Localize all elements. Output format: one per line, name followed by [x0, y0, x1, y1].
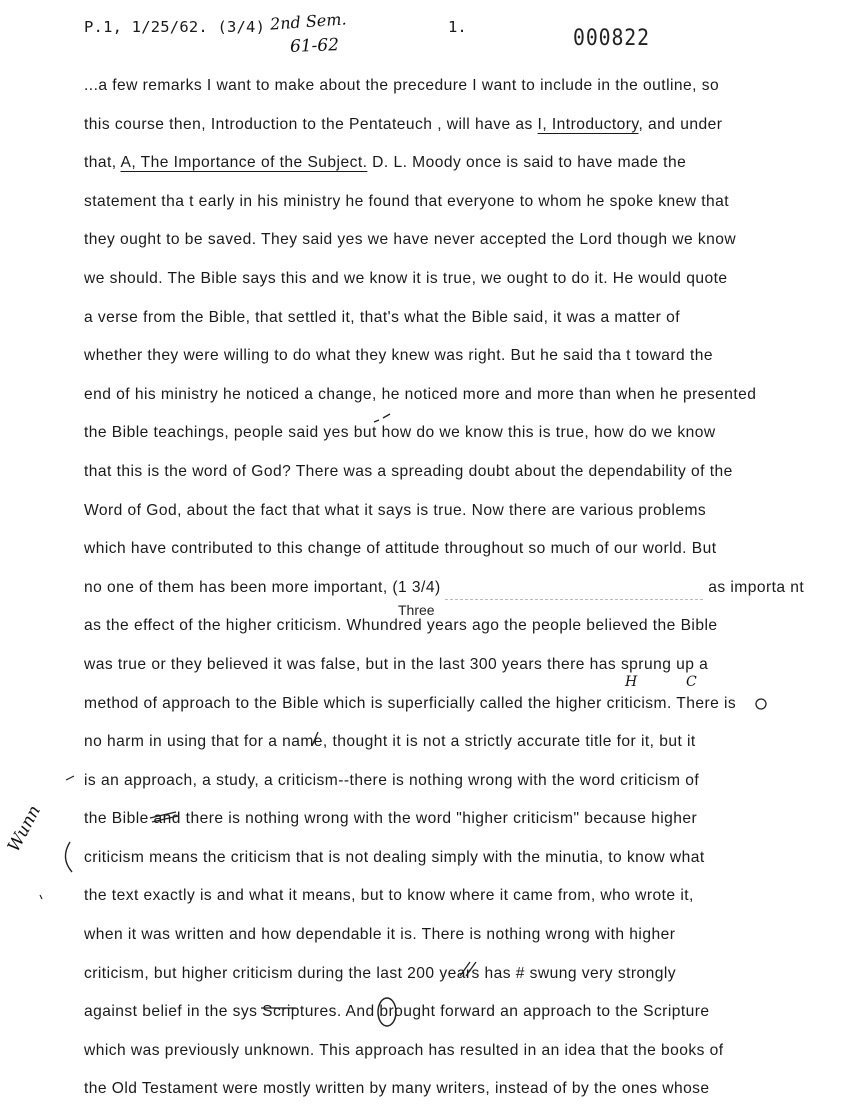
handwritten-year: 61-62 [289, 35, 340, 57]
margin-dot-mark [40, 895, 42, 899]
page-number: 1. [448, 18, 467, 36]
text-line-23: when it was written and how dependable it is. There is nothing wrong with higher [84, 926, 676, 944]
handwritten-semester: 2nd Sem. [269, 9, 348, 34]
text-line-20: the Bible and there is nothing wrong with the word "higher criticism" because higher [84, 810, 698, 828]
handwritten-c: C [686, 674, 697, 690]
text-line-3-start: that, [84, 154, 121, 172]
margin-tick-mark [66, 776, 74, 780]
text-line-16: was true or they believed it was false, but in the last 300 years there has sprung up a [84, 655, 709, 673]
text-line-18: no harm in using that for a name, thought it is not a strictly accurate title for it, but it [84, 733, 696, 751]
handwritten-margin-note: Wunn [4, 802, 45, 856]
text-line-1: ...a few remarks I want to make about the precedure I want to include in the outline, so [84, 77, 720, 94]
text-line-10: the Bible teachings, people said yes but how do we know this is true, how do we know [84, 424, 716, 442]
text-line-11: that this is the word of God? There was a spreading doubt about the dependability of the [84, 462, 733, 480]
blank-gap [445, 585, 703, 600]
text-line-27: the Old Testament were mostly written by many writers, instead of by the ones whose [84, 1080, 710, 1098]
text-line-14-start: no one of them has been more important, (1 3/4) [84, 578, 441, 596]
margin-bracket-mark [65, 842, 72, 872]
header-reference: P.1, 1/25/62. (3/4) [84, 18, 266, 36]
text-line-5: they ought to be saved. They said yes we have never accepted the Lord though we know [84, 231, 737, 249]
text-line-6: we should. The Bible says this and we know it is true, we ought to do it. He would quote [84, 269, 728, 287]
text-line-21: criticism means the criticism that is not dealing simply with the minutia, to know what [84, 848, 705, 866]
text-line-13: which have contributed to this change of attitude throughout so much of our world. But [84, 540, 717, 558]
text-line-22: the text exactly is and what it means, but to know where it came from, who wrote it, [84, 887, 694, 905]
text-line-14 [84, 576, 844, 615]
text-line-3-end: D. L. Moody once is said to have made the [367, 154, 687, 172]
text-line-15: as the effect of the higher criticism. Whundred years ago the people believed the Bible [84, 617, 718, 635]
text-line-14-end: as importa nt [708, 578, 805, 596]
outline-heading-importance: A, The Importance of the Subject. [120, 154, 368, 172]
text-line-9: end of his ministry he noticed a change, he noticed more and more than when he presented [84, 385, 757, 403]
outline-heading-introductory: I, Introductory [537, 115, 639, 133]
text-line-12: Word of God, about the fact that what it says is true. Now there are various problems [84, 501, 707, 519]
text-line-26: which was previously unknown. This approach has resulted in an idea that the books of [84, 1041, 724, 1059]
text-line-2-start: this course then, Introduction to the Pentateuch , will have as [84, 115, 538, 133]
handwritten-h: H [625, 674, 638, 690]
text-line-2-end: , and under [638, 115, 723, 133]
text-line-8: whether they were willing to do what they knew was right. But he said tha t toward the [84, 347, 713, 365]
text-line-3 [84, 151, 844, 190]
text-line-4: statement tha t early in his ministry he found that everyone to whom he spoke knew that [84, 192, 730, 210]
handwritten-correction-three: Three [398, 602, 435, 618]
text-line-24: criticism, but higher criticism during the last 200 years has # swung very strongly [84, 964, 677, 982]
text-line-17: method of approach to the Bible which is superficially called the higher criticism. There is [84, 694, 737, 712]
text-line-25: against belief in the sys Scriptures. And brought forward an approach to the Scripture [84, 1003, 710, 1021]
document-stamp-number: 000822 [573, 26, 650, 51]
text-line-2 [84, 113, 844, 152]
transcript-body [84, 74, 844, 1116]
text-line-7: a verse from the Bible, that settled it, that's what the Bible said, it was a matter of [84, 308, 680, 326]
text-line-19: is an approach, a study, a criticism--there is nothing wrong with the word criticism of [84, 771, 700, 789]
